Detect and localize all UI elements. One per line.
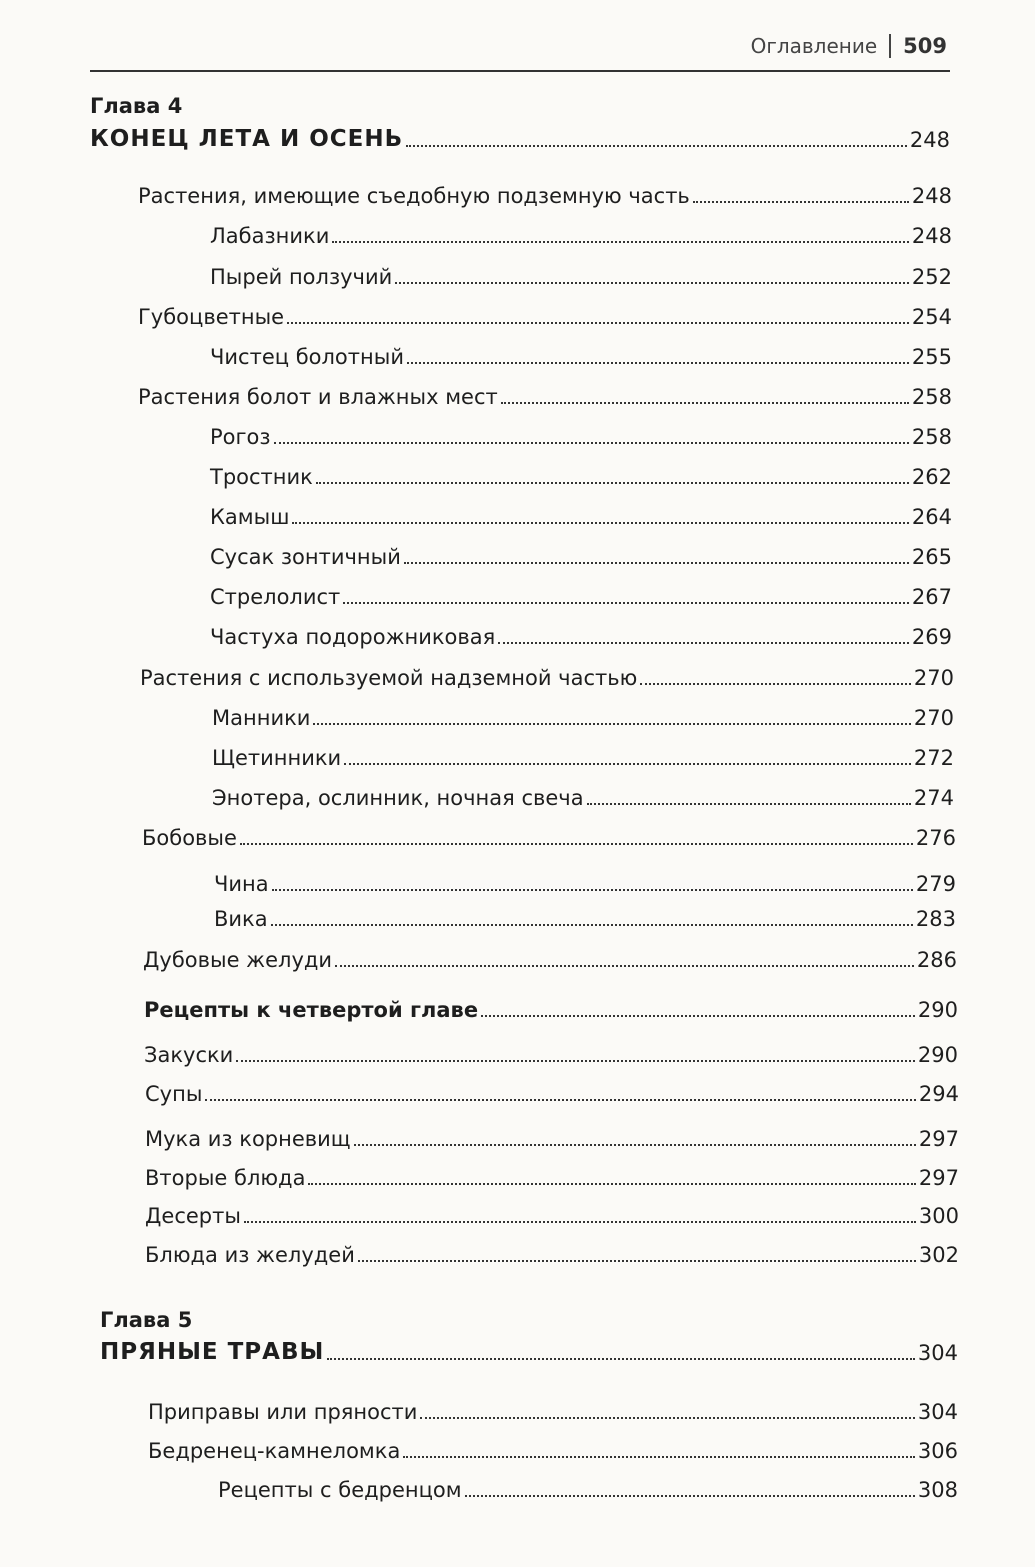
dot-leader — [244, 1221, 916, 1223]
toc-entry[interactable] — [214, 897, 956, 931]
page-ref: 283 — [915, 906, 956, 931]
page-ref: 270 — [913, 665, 954, 690]
page-ref: 265 — [911, 544, 952, 569]
dot-leader — [395, 282, 909, 284]
dot-leader — [498, 642, 909, 644]
entry-label: Чистец болотный — [210, 344, 404, 369]
page-ref: 270 — [913, 705, 954, 730]
toc-entry[interactable] — [143, 938, 957, 972]
entry-label: Частуха подорожниковая — [210, 624, 496, 649]
chapter-4-label: Глава 4 — [90, 94, 183, 118]
toc-entry[interactable] — [138, 375, 952, 409]
toc-entry[interactable] — [145, 1194, 959, 1228]
page-ref: 294 — [918, 1081, 959, 1106]
chapter-title: ПРЯНЫЕ ТРАВЫ — [100, 1338, 325, 1365]
dot-leader — [236, 1060, 915, 1062]
entry-label: Сусак зонтичный — [210, 544, 401, 569]
dot-leader — [332, 241, 909, 243]
entry-label: Бобовые — [142, 825, 237, 850]
entry-label: Манники — [212, 705, 311, 730]
dot-leader — [403, 1456, 915, 1458]
page-ref: 274 — [913, 785, 954, 810]
entry-label: Блюда из желудей — [145, 1242, 355, 1267]
entry-label: Энотера, ослинник, ночная свеча — [212, 785, 584, 810]
entry-label: Пырей ползучий — [210, 264, 393, 289]
entry-label: Растения болот и влажных мест — [138, 384, 498, 409]
toc-entry[interactable] — [218, 1468, 958, 1502]
dot-leader — [313, 723, 910, 725]
toc-entry[interactable] — [145, 1117, 959, 1151]
chapter-5-label: Глава 5 — [100, 1308, 193, 1332]
toc-entry[interactable] — [214, 862, 956, 896]
entry-label: Супы — [145, 1081, 203, 1106]
toc-entry-recipes-heading[interactable] — [144, 988, 958, 1022]
toc-entry[interactable] — [212, 696, 954, 730]
dot-leader — [271, 924, 913, 926]
page-ref: 248 — [909, 127, 950, 152]
toc-entry[interactable] — [210, 255, 952, 289]
chapter-title: КОНЕЦ ЛЕТА И ОСЕНЬ — [90, 125, 404, 152]
entry-label: Вика — [214, 906, 268, 931]
toc-entry[interactable] — [212, 736, 954, 770]
dot-leader — [327, 1358, 915, 1360]
dot-leader — [205, 1099, 916, 1101]
toc-entry[interactable] — [210, 415, 952, 449]
toc-entry[interactable] — [145, 1156, 959, 1190]
page-ref: 267 — [911, 584, 952, 609]
dot-leader — [335, 965, 914, 967]
running-head-section: Оглавление — [750, 34, 878, 58]
toc-entry[interactable] — [138, 174, 952, 208]
entry-label: Щетинники — [212, 745, 342, 770]
entry-label: Мука из корневищ — [145, 1126, 351, 1151]
dot-leader — [481, 1015, 915, 1017]
dot-leader — [406, 145, 907, 147]
dot-leader — [693, 201, 909, 203]
page-ref: 258 — [911, 424, 952, 449]
chapter-5-title-row[interactable] — [100, 1331, 958, 1365]
dot-leader — [420, 1417, 914, 1419]
toc-entry[interactable] — [210, 214, 952, 248]
dot-leader — [344, 763, 911, 765]
dot-leader — [640, 683, 911, 685]
toc-entry[interactable] — [210, 455, 952, 489]
page-ref: 248 — [911, 183, 952, 208]
page-ref: 276 — [915, 825, 956, 850]
page-ref: 269 — [911, 624, 952, 649]
toc-entry[interactable] — [145, 1072, 959, 1106]
dot-leader — [272, 889, 913, 891]
toc-entry[interactable] — [148, 1390, 958, 1424]
dot-leader — [501, 402, 909, 404]
toc-entry[interactable] — [210, 575, 952, 609]
toc-entry[interactable] — [140, 656, 954, 690]
page-ref: 254 — [911, 304, 952, 329]
entry-label: Закуски — [144, 1042, 234, 1067]
toc-entry[interactable] — [145, 1233, 959, 1267]
dot-leader — [287, 322, 909, 324]
running-head-page-number: 509 — [903, 34, 947, 58]
entry-label: Десерты — [145, 1203, 241, 1228]
toc-entry[interactable] — [142, 816, 956, 850]
entry-label: Тростник — [210, 464, 313, 489]
toc-entry[interactable] — [138, 295, 952, 329]
dot-leader — [274, 442, 909, 444]
dot-leader — [240, 843, 913, 845]
entry-label: Рецепты с бедренцом — [218, 1477, 462, 1502]
toc-entry[interactable] — [210, 495, 952, 529]
page-ref: 248 — [911, 223, 952, 248]
entry-label: Растения с используемой надземной частью — [140, 665, 638, 690]
page-ref: 272 — [913, 745, 954, 770]
page-ref: 302 — [918, 1242, 959, 1267]
page-ref: 279 — [915, 871, 956, 896]
page-ref: 308 — [917, 1477, 958, 1502]
page-ref: 255 — [911, 344, 952, 369]
entry-label: Приправы или пряности — [148, 1399, 418, 1424]
page-ref: 297 — [918, 1165, 959, 1190]
page-ref: 306 — [917, 1438, 958, 1463]
entry-label: Вторые блюда — [145, 1165, 306, 1190]
dot-leader — [308, 1183, 915, 1185]
entry-label: Камыш — [210, 504, 290, 529]
page-ref: 290 — [917, 1042, 958, 1067]
entry-label: Рецепты к четвертой главе — [144, 997, 479, 1022]
entry-label: Лабазники — [210, 223, 330, 248]
entry-label: Дубовые желуди — [143, 947, 333, 972]
toc-entry[interactable] — [148, 1429, 958, 1463]
entry-label: Рогоз — [210, 424, 271, 449]
dot-leader — [354, 1144, 916, 1146]
page-ref: 258 — [911, 384, 952, 409]
toc-entry[interactable] — [210, 335, 952, 369]
page-ref: 290 — [917, 997, 958, 1022]
chapter-4-title-row[interactable] — [90, 118, 950, 152]
dot-leader — [404, 562, 909, 564]
toc-entry[interactable] — [210, 615, 952, 649]
entry-label: Стрелолист — [210, 584, 341, 609]
dot-leader — [465, 1495, 915, 1497]
page-ref: 252 — [911, 264, 952, 289]
entry-label: Губоцветные — [138, 304, 285, 329]
page-ref: 297 — [918, 1126, 959, 1151]
entry-label: Чина — [214, 871, 269, 896]
entry-label: Растения, имеющие съедобную подземную часть — [138, 183, 690, 208]
dot-leader — [343, 602, 909, 604]
page-ref: 264 — [911, 504, 952, 529]
page-ref: 304 — [917, 1399, 958, 1424]
page-ref: 262 — [911, 464, 952, 489]
toc-entry[interactable] — [144, 1033, 958, 1067]
dot-leader — [407, 362, 909, 364]
toc-entry[interactable] — [210, 535, 952, 569]
dot-leader — [316, 482, 909, 484]
dot-leader — [587, 803, 911, 805]
entry-label: Бедренец-камнеломка — [148, 1438, 401, 1463]
page-ref: 304 — [917, 1340, 958, 1365]
page-ref: 286 — [916, 947, 957, 972]
dot-leader — [358, 1260, 916, 1262]
dot-leader — [292, 522, 908, 524]
page-ref: 300 — [918, 1203, 959, 1228]
toc-entry[interactable] — [212, 776, 954, 810]
